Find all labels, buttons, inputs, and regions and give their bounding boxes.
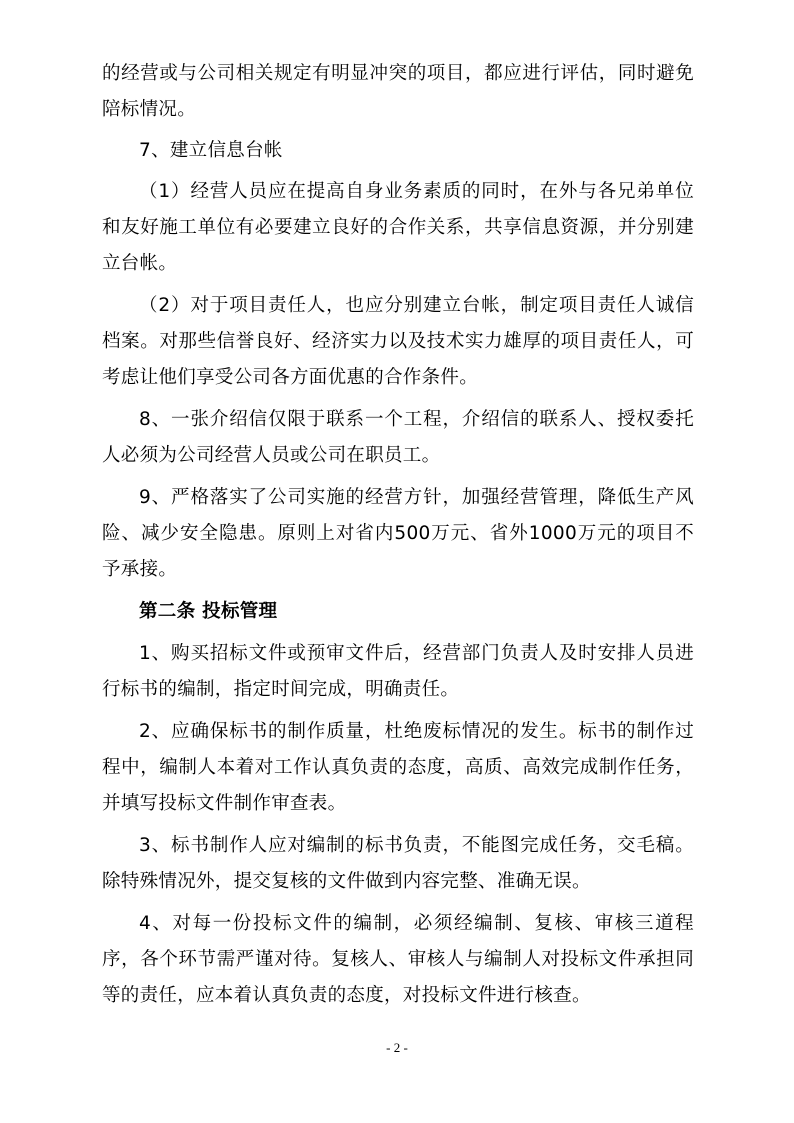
item-8: 8、一张介绍信仅限于联系一个工程，介绍信的联系人、授权委托人必须为公司经营人员或公司在职员工。 xyxy=(102,409,694,466)
item-9: 9、严格落实了公司实施的经营方针，加强经营管理，降低生产风险、减少安全隐患。原则上对省内500万元、省外1000万元的项目不予承接。 xyxy=(102,487,694,580)
bid-item-3: 3、标书制作人应对编制的标书负责，不能图完成任务，交毛稿。除特殊情况外，提交复核的文件做到内容完整、准确无误。 xyxy=(102,835,694,892)
bid-item-4: 4、对每一份投标文件的编制，必须经编制、复核、审核三道程序，各个环节需严谨对待。复核人、审核人与编制人对投标文件承担同等的责任，应本着认真负责的态度，对投标文件进行核查。 xyxy=(102,913,694,1006)
bid-item-1: 1、购买招标文件或预审文件后，经营部门负责人及时安排人员进行标书的编制，指定时间完成，明确责任。 xyxy=(102,643,694,700)
item-7-sub-1: （1）经营人员应在提高自身业务素质的同时，在外与各兄弟单位和友好施工单位有必要建立良好的合作关系，共享信息资源，并分别建立台帐。 xyxy=(102,181,694,274)
item-7-sub-2: （2）对于项目责任人，也应分别建立台帐，制定项目责任人诚信档案。对那些信誉良好、经济实力以及技术实力雄厚的项目责任人，可考虑让他们享受公司各方面优惠的合作条件。 xyxy=(102,295,694,388)
bid-item-2: 2、应确保标书的制作质量，杜绝废标情况的发生。标书的制作过程中，编制人本着对工作认真负责的态度，高质、高效完成制作任务，并填写投标文件制作审查表。 xyxy=(102,721,694,814)
item-7-heading: 7、建立信息台帐 xyxy=(139,140,283,161)
page-number: - 2 - xyxy=(386,1040,408,1055)
paragraph-continuation: 的经营或与公司相关规定有明显冲突的项目，都应进行评估，同时避免陪标情况。 xyxy=(102,63,694,120)
section-heading-bidding-management: 第二条 投标管理 xyxy=(139,601,278,622)
document-body xyxy=(102,56,694,1014)
